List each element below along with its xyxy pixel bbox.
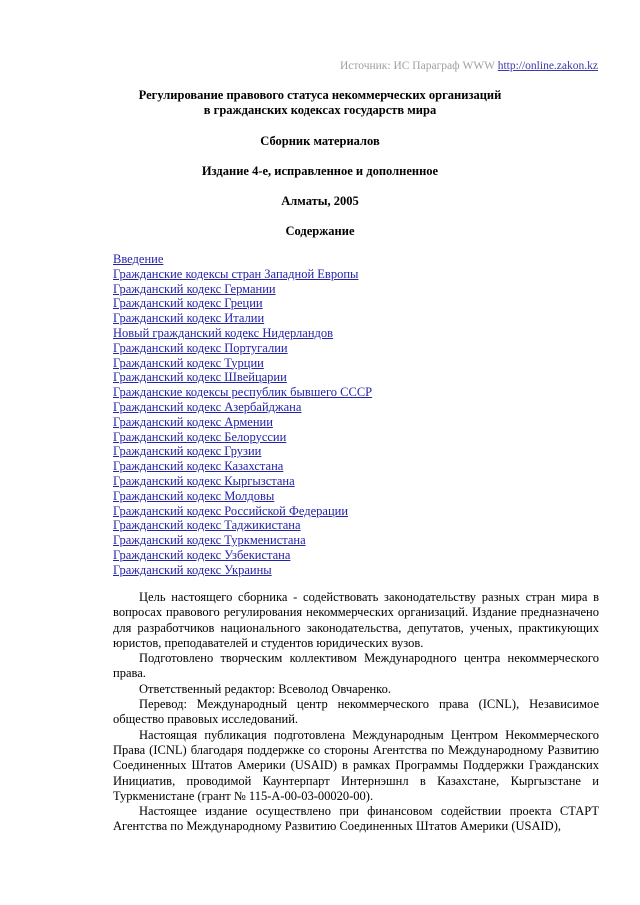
toc-link[interactable]: Гражданский кодекс Швейцарии [113,370,287,385]
toc-link[interactable]: Гражданский кодекс Португалии [113,340,288,355]
subtitle: Сборник материалов [260,134,380,148]
toc-link[interactable]: Гражданский кодекс Украины [113,562,272,577]
toc-link[interactable]: Гражданский кодекс Азербайджана [113,399,302,414]
toc-link[interactable]: Гражданский кодекс Казахстана [113,459,284,474]
place-year: Алматы, 2005 [281,194,359,208]
toc-link[interactable]: Гражданский кодекс Германии [113,281,276,296]
toc-link[interactable]: Гражданский кодекс Италии [113,311,265,326]
toc-link[interactable]: Гражданские кодексы стран Западной Европы [113,266,359,281]
edition: Издание 4-е, исправленное и дополненное [201,164,439,178]
toc-link[interactable]: Гражданский кодекс Грузии [113,444,262,459]
source-note [340,60,598,72]
source-label: Источник: ИС Параграф WWW [339,60,495,72]
title-line-1: Регулирование правового статуса некоммерческих организаций [138,88,502,102]
source-link[interactable]: http://online.zakon.kz [497,60,598,72]
contents-heading: Содержание [285,224,355,238]
toc-link[interactable]: Гражданский кодекс Таджикистана [113,518,301,533]
toc-link[interactable]: Новый гражданский кодекс Нидерландов [113,325,334,340]
paragraph: Настоящая публикация подготовлена Международным Центром Некоммерческого Права (ICNL) благодаря поддержке со стороны Агентства по Международному Развитию Соединенных Штатов Америки (USAID) в рамках Программы Поддержки Гражданских Инициатив, проводимой Каунтерпарт Интернэшнл в Казахстане, Кыргызстане и Туркменистане (грант № 115-A-00-03-00020-00). [113,727,599,803]
paragraph: Перевод: Международный центр некоммерческого права (ICNL), Независимое общество правовых исследований. [113,697,599,727]
toc-link[interactable]: Гражданский кодекс Российской Федерации [113,503,349,518]
toc-link[interactable]: Гражданский кодекс Белоруссии [113,429,287,444]
toc-link[interactable]: Введение [113,252,164,266]
paragraph: Ответственный редактор: Всеволод Овчаренко. [139,681,391,696]
toc-link[interactable]: Гражданский кодекс Узбекистана [113,547,291,562]
paragraph: Настоящее издание осуществлено при финансовом содействии проекта СТАРТ Агентства по Международному Развитию Соединенных Штатов Америки (USAID), [113,804,599,834]
toc-link[interactable]: Гражданский кодекс Армении [113,414,273,429]
title-line-2: в гражданских кодексах государств мира [203,103,437,117]
toc-link[interactable]: Гражданский кодекс Туркменистана [113,533,306,548]
toc-link[interactable]: Гражданские кодексы республик бывшего СССР [113,385,373,400]
paragraph: Цель настоящего сборника - содействовать законодательству разных стран мира в вопросах правового регулирования некоммерческих организаций. Издание предназначено для разработчиков национального законодательства, депутатов, ученых, практикующих юристов, преподавателей и студентов юридических вузов. [113,590,599,650]
body-text [113,590,599,835]
toc-link[interactable]: Гражданский кодекс Молдовы [113,488,275,503]
toc-link[interactable]: Гражданский кодекс Турции [113,355,264,370]
paragraph: Подготовлено творческим коллективом Международного центра некоммерческого права. [113,651,599,681]
table-of-contents [113,252,372,578]
toc-link[interactable]: Гражданский кодекс Кыргызстана [113,473,295,488]
toc-link[interactable]: Гражданский кодекс Греции [113,296,263,311]
